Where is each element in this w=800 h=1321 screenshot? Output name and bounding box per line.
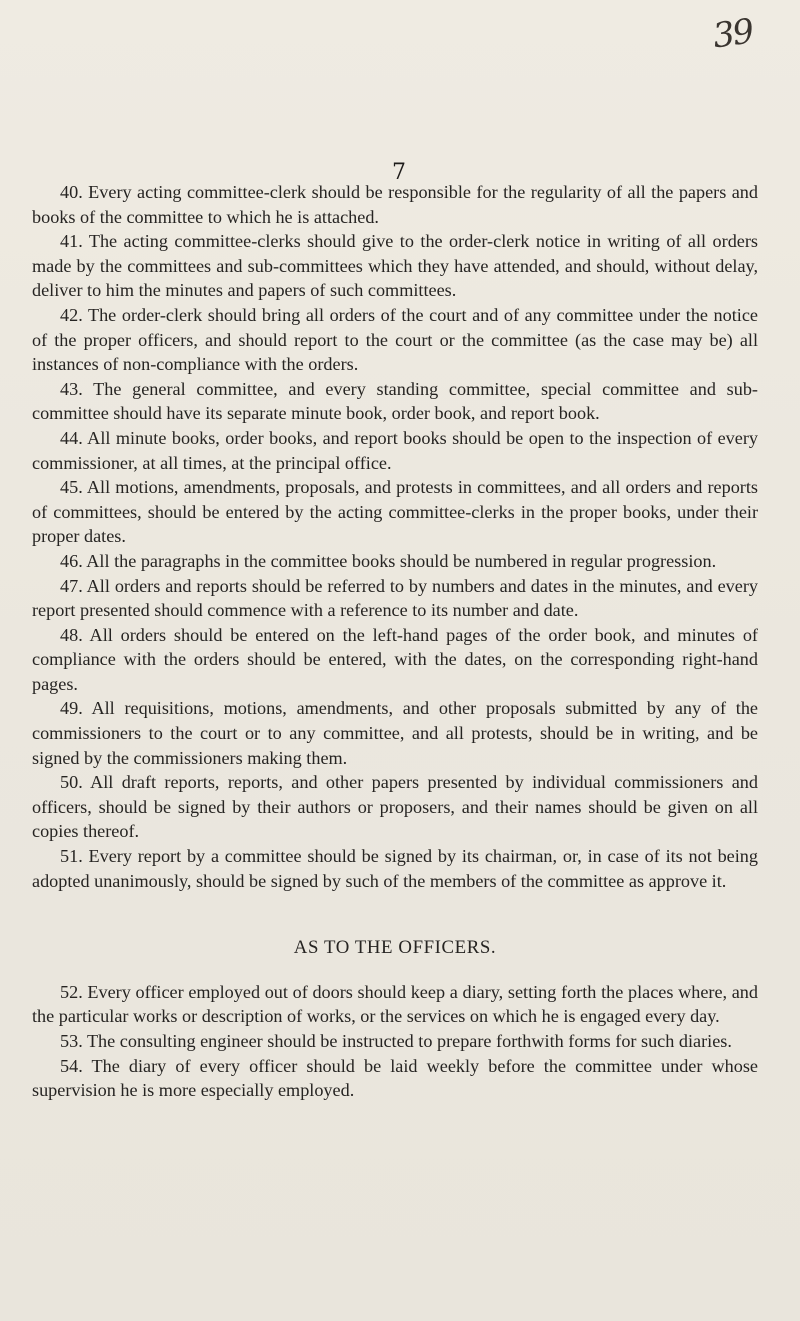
paragraph-51: 51. Every report by a committee should be signed by its chairman, or, in case of its not being adopted unanimously, should be signed by such of the members of the committee as approve it.	[32, 846, 758, 891]
paragraph-41: 41. The acting committee-clerks should give to the order-clerk notice in writing of all orders made by the committees and sub-committees which they have attended, and should, without delay, deliver to him the minutes and papers of such committees.	[32, 231, 758, 301]
paragraph-50: 50. All draft reports, reports, and other papers presented by individual commissioners and officers, should be signed by their authors or proposers, and their names should be given on all copies thereof.	[32, 772, 758, 842]
paragraph-49: 49. All requisitions, motions, amendments, and other proposals submitted by any of the commissioners to the court or to any committee, and all protests, should be in writing, and be signed by the commissioners making them.	[32, 698, 758, 768]
paragraph-43: 43. The general committee, and every standing committee, special committee and sub-committee should have its separate minute book, order book, and report book.	[32, 378, 758, 424]
paragraph-54: 54. The diary of every officer should be laid weekly before the committee under whose supervision he is more especially employed.	[32, 1055, 758, 1101]
paragraph-46: 46. All the paragraphs in the committee books should be numbered in regular progression.	[60, 550, 717, 571]
paragraph-40: 40. Every acting committee-clerk should be responsible for the regularity of all the papers and books of the committee to which he is attached.	[32, 182, 758, 227]
paragraph-45: 45. All motions, amendments, proposals, and protests in committees, and all orders and reports of committees, should be entered by the acting committee-clerks in the proper books, under their proper dates.	[32, 477, 758, 547]
paragraph-52: 52. Every officer employed out of doors should keep a diary, setting forth the places where, and the particular works or description of works, or the services on which he is engaged every day.	[32, 981, 758, 1027]
page-number: 7	[392, 160, 406, 185]
paragraph-44: 44. All minute books, order books, and report books should be open to the inspection of every commissioner, at all times, at the principal office.	[32, 427, 758, 473]
body-text	[32, 180, 758, 1103]
section-heading: AS TO THE OFFICERS.	[293, 937, 497, 959]
paragraph-48: 48. All orders should be entered on the left-hand pages of the order book, and minutes of compliance with the orders should be entered, with the dates, on the corresponding right-hand pages.	[32, 624, 758, 694]
paragraph-53: 53. The consulting engineer should be instructed to prepare forthwith forms for such diaries.	[60, 1031, 732, 1051]
paragraph-47: 47. All orders and reports should be referred to by numbers and dates in the minutes, and every report presented should commence with a reference to its number and date.	[32, 575, 758, 621]
paragraph-42: 42. The order-clerk should bring all orders of the court and of any committee under the notice of the proper officers, and should report to the court or the committee (as the case may be) all instances of non-compliance with the orders.	[32, 304, 758, 375]
handwritten-folio-mark: 39	[710, 11, 755, 57]
